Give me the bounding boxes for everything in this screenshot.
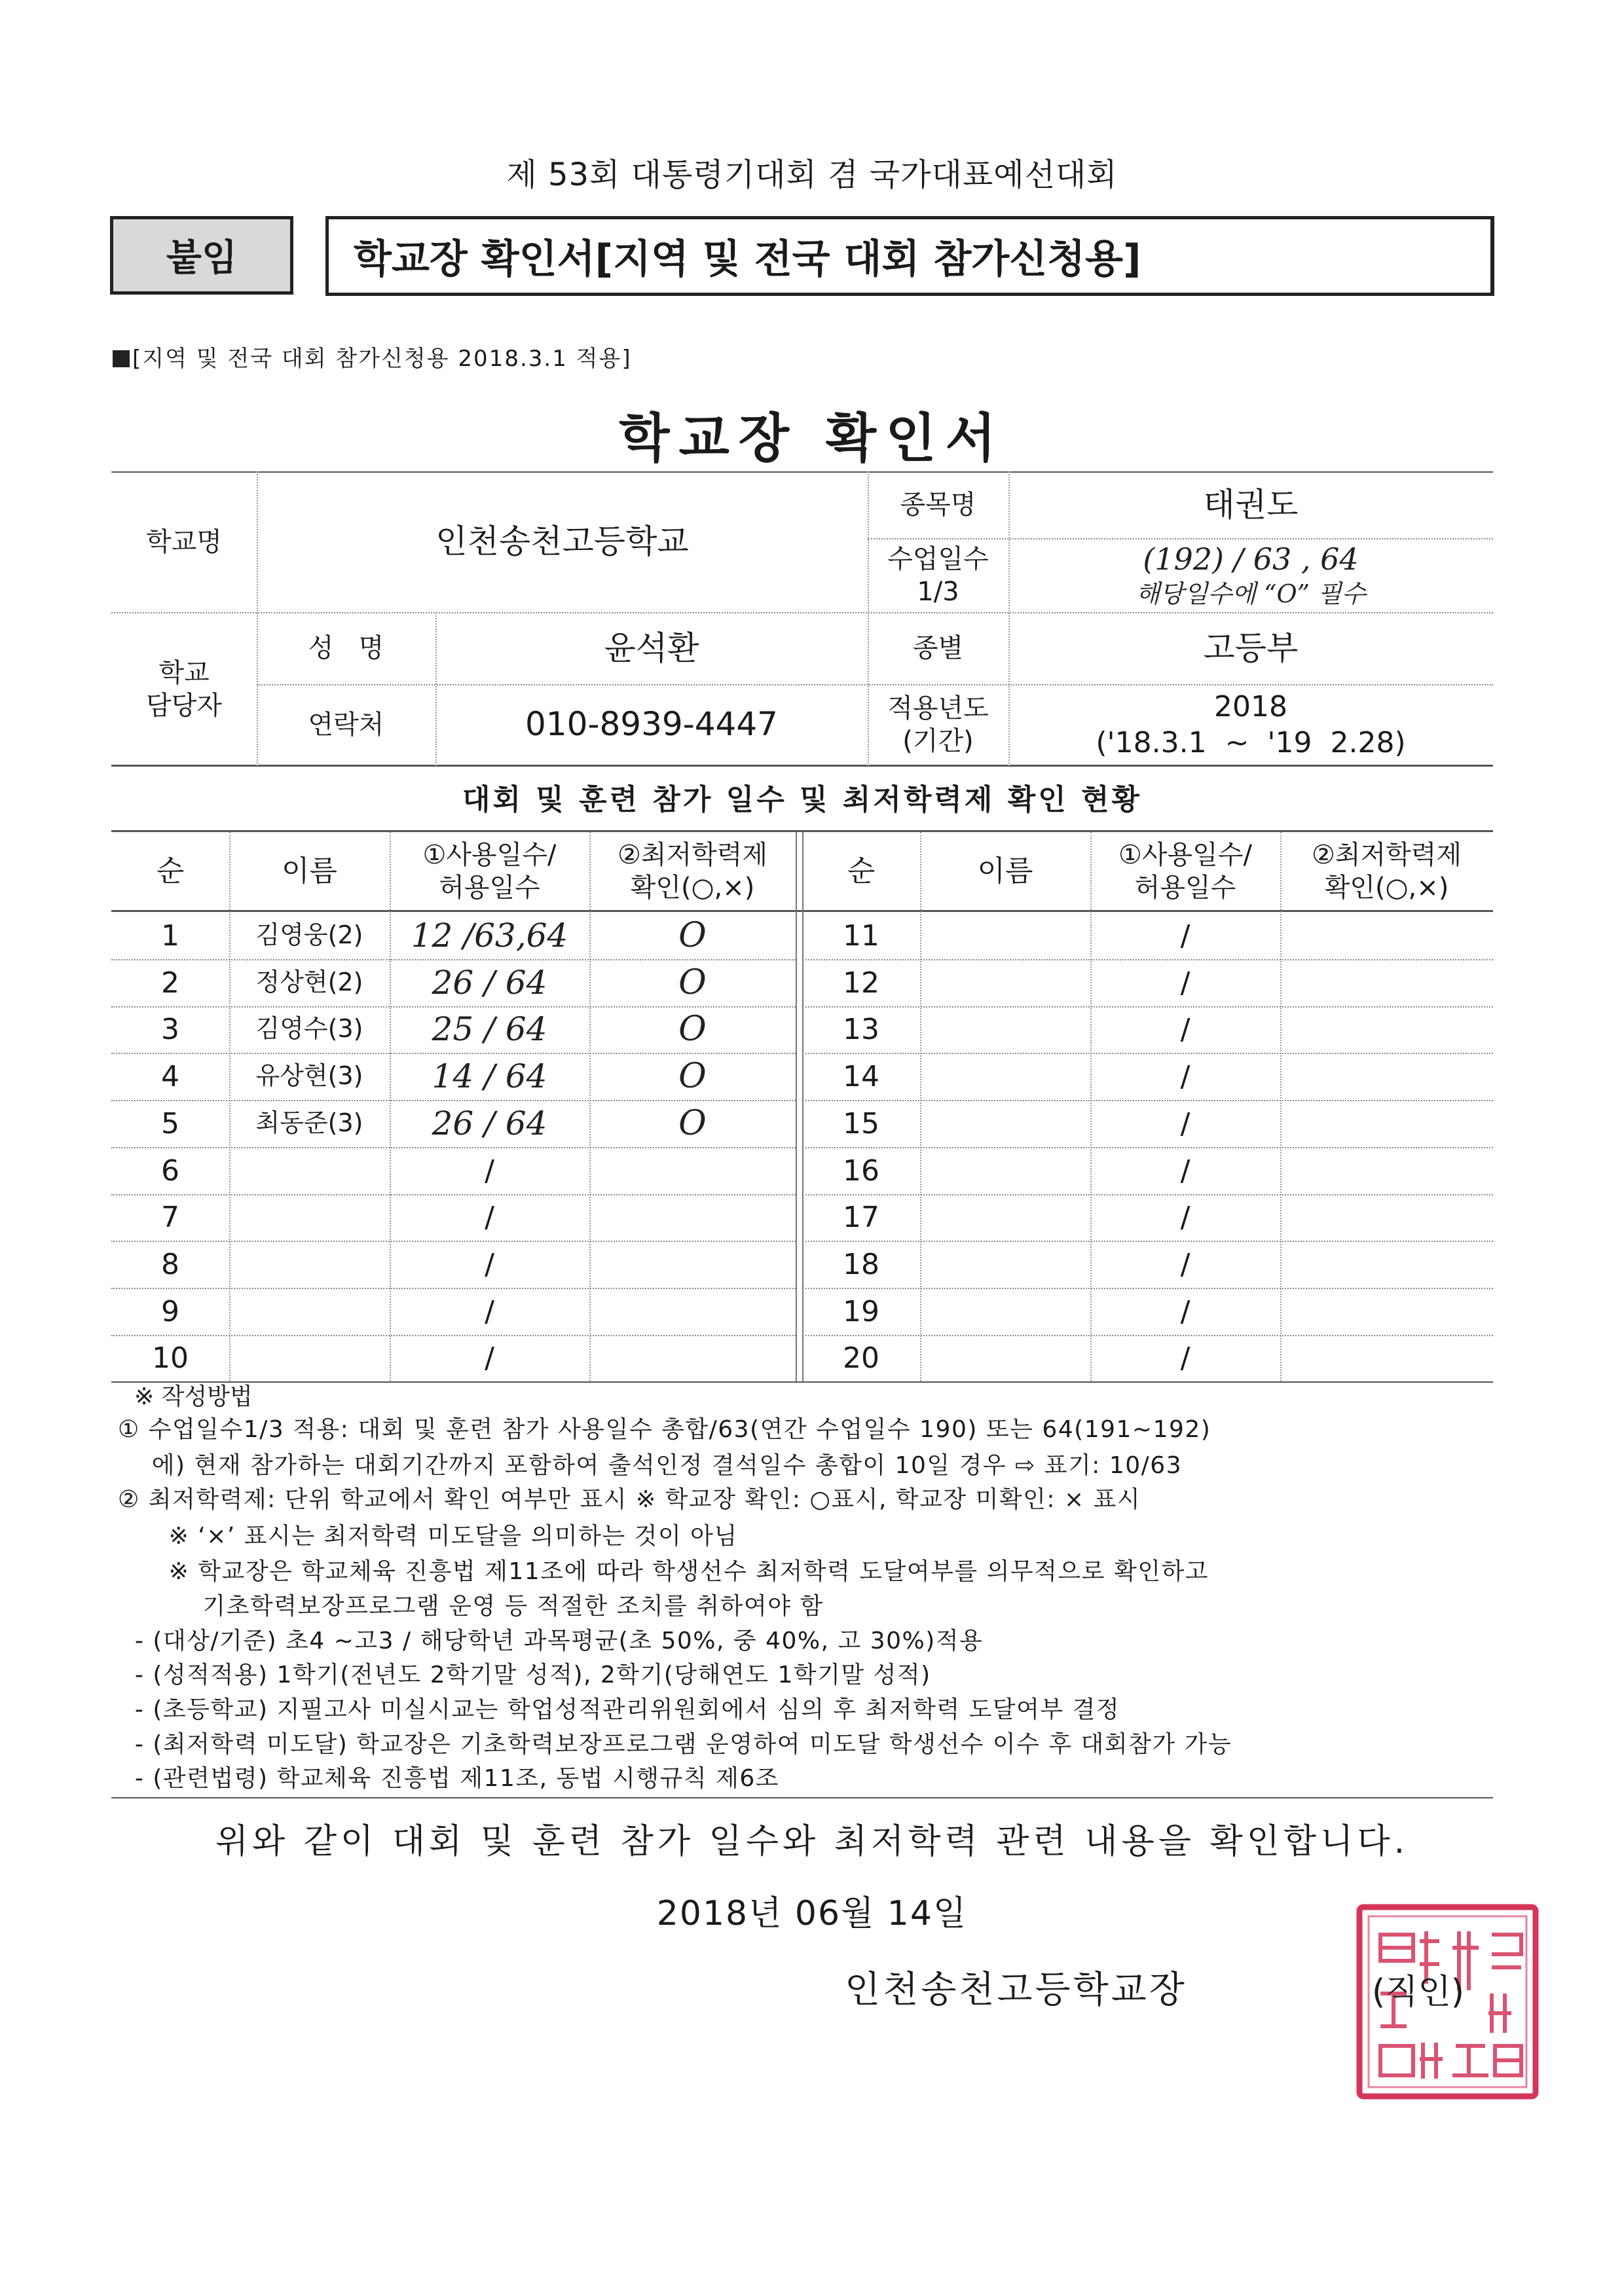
athlete-name — [229, 1194, 390, 1241]
apply-note-text: [지역 및 전국 대회 참가신청용 2018.3.1 적용] — [132, 346, 632, 372]
method-note-line: ① 수업일수1/3 적용: 대회 및 훈련 참가 사용일수 총합/63(연간 수업일수 190) 또는 64(191~192) — [118, 1416, 1211, 1443]
class-days-note: 해당일수에 “O” 필수 — [1135, 579, 1366, 608]
academic-check — [1280, 1053, 1493, 1100]
academic-check — [589, 1194, 796, 1241]
manager-name-label: 성 명 — [308, 633, 384, 663]
method-note-line: ※ ‘×’ 표시는 최저학력 미도달을 의미하는 것이 아님 — [118, 1523, 738, 1550]
athlete-name — [920, 1288, 1090, 1335]
header-academic-right — [1280, 832, 1493, 910]
athlete-name — [229, 1147, 390, 1194]
days-used: 26 / 64 — [432, 1104, 547, 1142]
header-academic-left-line2: 확인(○,×) — [630, 872, 755, 903]
athlete-name — [920, 1241, 1090, 1288]
status-heading: 대회 및 훈련 참가 일수 및 최저학력제 확인 현황 — [462, 783, 1143, 816]
method-note-line: - (초등학교) 지필고사 미실시교는 학업성적관리위원회에서 심의 후 최저학력 도달여부 결정 — [118, 1696, 1120, 1723]
athlete-name — [229, 1241, 390, 1288]
method-title: ※ 작성방법 — [134, 1383, 253, 1410]
days-used: / — [1180, 919, 1190, 953]
academic-check: O — [678, 915, 707, 955]
athlete-name — [229, 1334, 390, 1381]
academic-check — [1280, 1288, 1493, 1335]
event-subtitle: 제 53회 대통령기대회 겸 국가대표예선대회 — [506, 156, 1118, 193]
row-number: 4 — [161, 1059, 179, 1093]
manager-label-line2: 담당자 — [146, 690, 222, 721]
academic-check — [589, 1147, 796, 1194]
header-name-left: 이름 — [281, 854, 337, 888]
academic-check — [1280, 1194, 1493, 1241]
row-number: 16 — [843, 1154, 879, 1188]
athlete-name — [920, 1006, 1090, 1053]
days-used: / — [485, 1341, 494, 1375]
academic-check — [1280, 959, 1493, 1006]
document-title: 학교장 확인서 — [619, 408, 1005, 469]
days-used: / — [1180, 1059, 1190, 1093]
header-days-right-line2: 허용일수 — [1134, 872, 1236, 903]
athlete-name — [229, 1288, 390, 1335]
row-number: 17 — [843, 1200, 879, 1234]
year-value — [1008, 684, 1493, 765]
header-no-left: 순 — [156, 854, 185, 888]
athlete-name: 유상현(3) — [255, 1061, 363, 1091]
athlete-name: 김영웅(2) — [255, 920, 363, 950]
academic-check: O — [678, 962, 707, 1002]
row-number: 3 — [161, 1012, 179, 1046]
year-value-line1: 2018 — [1214, 689, 1287, 723]
year-label-line1: 적용년도 — [887, 693, 989, 723]
days-used: / — [485, 1200, 494, 1234]
academic-check — [589, 1288, 796, 1335]
days-used: / — [1180, 1200, 1190, 1234]
row-number: 20 — [843, 1341, 879, 1375]
school-name: 인천송천고등학교 — [435, 522, 689, 561]
academic-check — [1280, 1241, 1493, 1288]
row-number: 11 — [843, 919, 879, 953]
column-divider — [802, 832, 803, 1381]
row-number: 2 — [161, 966, 179, 1000]
academic-check: O — [678, 1103, 707, 1143]
days-used: / — [1180, 1247, 1190, 1281]
contact-value: 010-8939-4447 — [525, 705, 778, 744]
method-note-line: - (최저학력 미도달) 학교장은 기초학력보장프로그램 운영하여 미도달 학생선수 이수 후 대회참가 가능 — [118, 1731, 1232, 1758]
header-no-right: 순 — [847, 854, 876, 888]
row-number: 1 — [161, 919, 179, 953]
academic-check — [1280, 1006, 1493, 1053]
class-days-label — [868, 538, 1008, 612]
athlete-name: 김영수(3) — [255, 1014, 363, 1044]
days-used: 14 / 64 — [432, 1057, 547, 1095]
row-number: 14 — [843, 1059, 879, 1093]
column-divider — [589, 832, 591, 1381]
header-academic-right-line1: ②최저학력제 — [1311, 839, 1462, 870]
event-name: 태권도 — [1203, 485, 1299, 524]
header-academic-left-line1: ②최저학력제 — [617, 839, 768, 870]
header-days-left-line2: 허용일수 — [439, 872, 540, 903]
form-title-box: 학교장 확인서[지역 및 전국 대회 참가신청용] — [325, 216, 1494, 296]
header-days-left — [390, 832, 589, 910]
manager-name: 윤석환 — [604, 629, 699, 667]
days-used: / — [1180, 966, 1190, 1000]
method-note-line: - (성적적용) 1학기(전년도 2학기말 성적), 2학기(당해연도 1학기말 성적) — [118, 1662, 931, 1688]
academic-check: O — [678, 1009, 707, 1049]
manager-label-line1: 학교 — [158, 657, 210, 688]
days-used: / — [1180, 1012, 1190, 1046]
header-days-right — [1090, 832, 1280, 910]
column-divider — [920, 832, 921, 1381]
athlete-name — [920, 1147, 1090, 1194]
athlete-name — [920, 1334, 1090, 1381]
academic-check — [1280, 1100, 1493, 1147]
column-divider — [1090, 832, 1092, 1381]
academic-check — [1280, 1147, 1493, 1194]
apply-note — [113, 340, 632, 373]
row-number: 5 — [161, 1106, 179, 1140]
row-number: 15 — [843, 1106, 879, 1140]
athlete-name — [920, 1053, 1090, 1100]
athlete-name — [920, 959, 1090, 1006]
row-number: 13 — [843, 1012, 879, 1046]
class-days-handwritten: (192) / 63 , 64 — [1143, 541, 1359, 577]
division-label: 종별 — [912, 633, 964, 663]
year-value-line2: ('18.3.1 ~ '19 2.28) — [1096, 725, 1406, 759]
academic-check — [589, 1334, 796, 1381]
athlete-name — [920, 1194, 1090, 1241]
year-label-line2: (기간) — [902, 725, 974, 756]
column-divider — [796, 832, 797, 1381]
info-table-bottom-border — [111, 765, 1493, 767]
days-used: 12 /63,64 — [411, 916, 568, 955]
header-academic-right-line2: 확인(○,×) — [1324, 872, 1449, 903]
method-note-line: ※ 학교장은 학교체육 진흥법 제11조에 따라 학생선수 최저학력 도달여부를 의무적으로 확인하고 — [118, 1558, 1209, 1585]
athlete-name: 최동준(3) — [255, 1108, 363, 1138]
row-number: 10 — [152, 1341, 189, 1375]
column-divider — [1280, 832, 1282, 1381]
academic-check — [1280, 1334, 1493, 1381]
days-used: / — [1180, 1294, 1190, 1328]
class-days-value — [1008, 538, 1493, 612]
header-days-left-line1: ①사용일수/ — [422, 839, 557, 870]
days-used: / — [1180, 1154, 1190, 1188]
manager-label — [111, 612, 257, 766]
column-divider — [390, 832, 391, 1381]
column-divider — [229, 832, 231, 1381]
row-number: 18 — [843, 1247, 879, 1281]
days-used: / — [485, 1154, 494, 1188]
athlete-name — [920, 912, 1090, 959]
athlete-name — [920, 1100, 1090, 1147]
days-used: / — [1180, 1106, 1190, 1140]
row-number: 19 — [843, 1294, 879, 1328]
header-academic-left — [589, 832, 796, 910]
class-days-label-line1: 수업일수 — [887, 543, 989, 574]
method-note-line: 기초학력보장프로그램 운영 등 적절한 조치를 취하여야 함 — [118, 1593, 824, 1620]
days-used: 25 / 64 — [432, 1010, 547, 1048]
notes-bottom-border — [111, 1797, 1493, 1798]
row-number: 6 — [161, 1154, 179, 1188]
row-number: 9 — [161, 1294, 179, 1328]
academic-check: O — [678, 1056, 707, 1096]
seal-label: (직인) — [1372, 1973, 1465, 2012]
event-label: 종목명 — [900, 490, 976, 520]
academic-check — [1280, 912, 1493, 959]
academic-check — [589, 1241, 796, 1288]
header-name-right: 이름 — [977, 854, 1033, 888]
method-note-line: - (관련법령) 학교체육 진흥법 제11조, 동법 시행규칙 제6조 — [118, 1765, 780, 1792]
attachment-label: 붙임 — [110, 216, 293, 295]
method-note-line: 에) 현재 참가하는 대회기간까지 포함하여 출석인정 결석일수 총합이 10일 경우 ⇨ 표기: 10/63 — [118, 1452, 1183, 1479]
header-days-right-line1: ①사용일수/ — [1118, 839, 1252, 870]
class-days-label-line2: 1/3 — [917, 576, 959, 607]
athlete-name: 정상현(2) — [255, 968, 363, 997]
method-note-line: - (대상/기준) 초4 ~고3 / 해당학년 과목평균(초 50%, 중 40%, 고 30%)적용 — [118, 1628, 984, 1654]
confirmation-statement: 위와 같이 대회 및 훈련 참가 일수와 최저학력 관련 내용을 확인합니다. — [215, 1822, 1409, 1861]
days-used: / — [485, 1247, 494, 1281]
division-value: 고등부 — [1203, 629, 1299, 667]
days-used: / — [485, 1294, 494, 1328]
contact-label: 연락처 — [308, 709, 384, 740]
method-note-line: ② 최저학력제: 단위 학교에서 확인 여부만 표시 ※ 학교장 확인: ○표시, 학교장 미확인: × 표시 — [118, 1486, 1141, 1513]
status-table-bottom-border — [111, 1381, 1493, 1383]
principal-title: 인천송천고등학교장 — [845, 1969, 1187, 2011]
year-label — [868, 684, 1008, 765]
row-number: 7 — [161, 1200, 179, 1234]
row-number: 12 — [843, 966, 879, 1000]
days-used: / — [1180, 1341, 1190, 1375]
confirmation-date: 2018년 06월 14일 — [656, 1894, 968, 1933]
row-number: 8 — [161, 1247, 179, 1281]
square-bullet-icon — [113, 350, 130, 367]
school-label: 학교명 — [146, 526, 222, 557]
days-used: 26 / 64 — [432, 963, 547, 1002]
